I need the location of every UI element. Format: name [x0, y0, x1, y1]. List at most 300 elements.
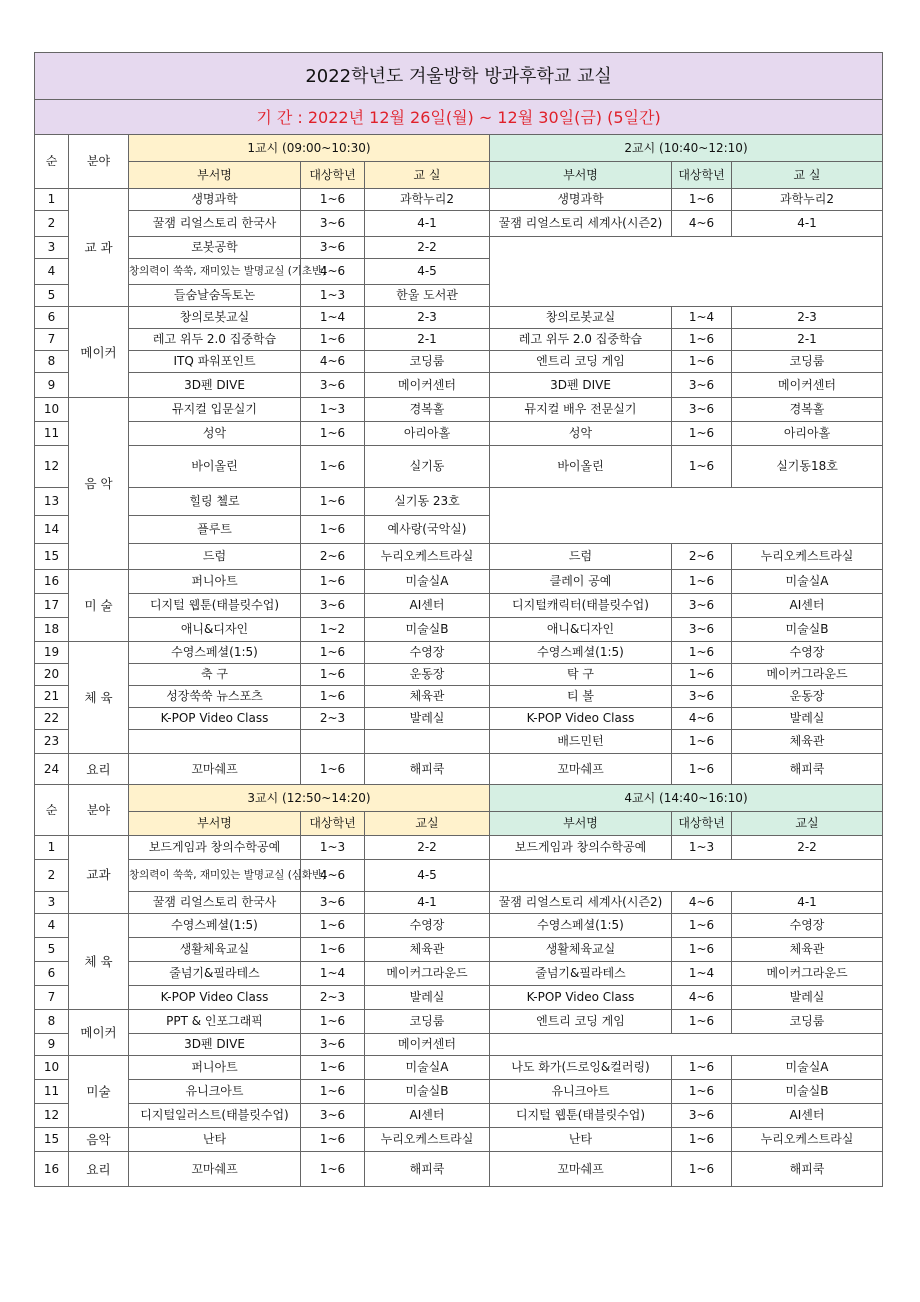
grade-header: 대상학년: [672, 812, 732, 836]
row-number: 11: [35, 1080, 69, 1104]
room-cell: 코딩룸: [732, 351, 883, 373]
category-cell: 메이커: [69, 1010, 129, 1056]
row-number: 3: [35, 237, 69, 259]
dept-cell: 엔트리 코딩 게임: [490, 1010, 672, 1034]
grade-cell: 3~6: [672, 398, 732, 422]
room-cell: 메이커센터: [365, 373, 490, 398]
dept-cell: 꿀잼 리얼스토리 한국사: [129, 892, 301, 914]
room-cell: 메이커그라운드: [365, 962, 490, 986]
room-cell: 아리아홀: [732, 422, 883, 446]
dept-cell: 들숨날숨독토논: [129, 285, 301, 307]
empty-cell: [490, 860, 883, 892]
category-cell: 미 술: [69, 570, 129, 642]
row-number: 16: [35, 570, 69, 594]
grade-cell: 1~3: [672, 836, 732, 860]
dept-cell: 생명과학: [129, 189, 301, 211]
schedule-table: [34, 52, 883, 1187]
table-row: [35, 1080, 883, 1104]
grade-cell: 1~6: [672, 1128, 732, 1152]
grade-cell: 4~6: [301, 259, 365, 285]
table-row: [35, 1128, 883, 1152]
dept-cell: 플루트: [129, 516, 301, 544]
room-cell: 경복홀: [365, 398, 490, 422]
dept-cell: 바이올린: [129, 446, 301, 488]
period-header: 4교시 (14:40~16:10): [490, 785, 883, 812]
dept-cell: 레고 위두 2.0 집중학습: [129, 329, 301, 351]
room-header: 교 실: [365, 162, 490, 189]
table-row: [35, 938, 883, 962]
room-cell: 누리오케스트라실: [732, 1128, 883, 1152]
dept-cell: 수영스페셜(1:5): [490, 914, 672, 938]
room-cell: 발레실: [365, 708, 490, 730]
grade-cell: 3~6: [301, 892, 365, 914]
grade-cell: 1~6: [301, 664, 365, 686]
dept-cell: 생활체육교실: [129, 938, 301, 962]
room-cell: 2-3: [732, 307, 883, 329]
room-cell: 과학누리2: [365, 189, 490, 211]
room-cell: 운동장: [732, 686, 883, 708]
grade-cell: 1~6: [301, 938, 365, 962]
row-number: 14: [35, 516, 69, 544]
grade-cell: 3~6: [301, 1034, 365, 1056]
grade-cell: 1~6: [672, 570, 732, 594]
table-row: [35, 914, 883, 938]
row-number: 13: [35, 488, 69, 516]
row-number: 19: [35, 642, 69, 664]
dept-cell: 창의로봇교실: [490, 307, 672, 329]
page-title: 2022학년도 겨울방학 방과후학교 교실: [35, 53, 883, 100]
room-cell: 2-3: [365, 307, 490, 329]
room-cell: 해피쿡: [732, 1152, 883, 1187]
dept-cell: ITQ 파워포인트: [129, 351, 301, 373]
dept-cell: 축 구: [129, 664, 301, 686]
dept-cell: 드럼: [490, 544, 672, 570]
dept-cell: 성악: [490, 422, 672, 446]
dept-cell: 수영스페셜(1:5): [129, 914, 301, 938]
grade-cell: 2~3: [301, 986, 365, 1010]
room-cell: 발레실: [732, 708, 883, 730]
grade-cell: 1~6: [301, 446, 365, 488]
grade-cell: 1~4: [301, 307, 365, 329]
grade-cell: 1~6: [301, 914, 365, 938]
grade-cell: 1~6: [672, 422, 732, 446]
dept-cell: 애니&디자인: [490, 618, 672, 642]
room-cell: [365, 730, 490, 754]
grade-cell: 1~6: [301, 686, 365, 708]
dept-cell: 꿀잼 리얼스토리 세계사(시즌2): [490, 892, 672, 914]
dept-cell: 난타: [490, 1128, 672, 1152]
table-row: [35, 1104, 883, 1128]
dept-cell: 바이올린: [490, 446, 672, 488]
table-row: [35, 1034, 883, 1056]
dept-cell: 창의력이 쑥쑥, 재미있는 발명교실 (심화반): [129, 860, 301, 892]
dept-cell: 디지털 웹툰(태블릿수업): [129, 594, 301, 618]
dept-cell: 수영스페셜(1:5): [490, 642, 672, 664]
room-cell: 메이커센터: [365, 1034, 490, 1056]
room-cell: 누리오케스트라실: [365, 1128, 490, 1152]
grade-cell: 1~6: [301, 1152, 365, 1187]
table-row: [35, 351, 883, 373]
grade-cell: 1~6: [672, 642, 732, 664]
dept-cell: 보드게임과 창의수학공예: [490, 836, 672, 860]
category-cell: 요리: [69, 1152, 129, 1187]
room-cell: 수영장: [732, 914, 883, 938]
room-cell: 메이커그라운드: [732, 664, 883, 686]
row-number: 7: [35, 986, 69, 1010]
room-cell: 체육관: [732, 938, 883, 962]
table-row: [35, 642, 883, 664]
grade-cell: 1~4: [301, 962, 365, 986]
category-cell: 미술: [69, 1056, 129, 1128]
row-number: 8: [35, 351, 69, 373]
dept-cell: 3D펜 DIVE: [129, 1034, 301, 1056]
room-cell: 미술실B: [732, 1080, 883, 1104]
category-cell: 요리: [69, 754, 129, 785]
grade-cell: 1~6: [301, 189, 365, 211]
table-row: [35, 307, 883, 329]
dept-cell: 유니크아트: [129, 1080, 301, 1104]
room-header: 교 실: [732, 162, 883, 189]
room-cell: 운동장: [365, 664, 490, 686]
dept-cell: 뮤지컬 배우 전문실기: [490, 398, 672, 422]
period-header: 2교시 (10:40~12:10): [490, 135, 883, 162]
table-row: [35, 1152, 883, 1187]
grade-cell: 1~3: [301, 285, 365, 307]
room-cell: AI센터: [732, 594, 883, 618]
table-row: [35, 754, 883, 785]
room-cell: 2-2: [365, 237, 490, 259]
room-cell: 코딩룸: [365, 1010, 490, 1034]
table-row: [35, 686, 883, 708]
grade-cell: 1~6: [672, 351, 732, 373]
empty-cell: [490, 1034, 883, 1056]
grade-cell: 1~3: [301, 836, 365, 860]
grade-cell: 1~6: [672, 1080, 732, 1104]
grade-cell: 1~6: [672, 938, 732, 962]
table-row: [35, 708, 883, 730]
table-row: [35, 618, 883, 642]
dept-cell: 탁 구: [490, 664, 672, 686]
category-cell: 체 육: [69, 642, 129, 754]
dept-cell: [129, 730, 301, 754]
dept-header: 부서명: [490, 162, 672, 189]
row-number: 4: [35, 259, 69, 285]
grade-cell: 1~2: [301, 618, 365, 642]
col-num-header: 순: [35, 135, 69, 189]
room-cell: 미술실B: [732, 618, 883, 642]
room-cell: 메이커그라운드: [732, 962, 883, 986]
room-cell: 4-1: [365, 892, 490, 914]
table-row: [35, 544, 883, 570]
grade-cell: 4~6: [672, 986, 732, 1010]
dept-cell: 뮤지컬 입문실기: [129, 398, 301, 422]
period-header: 3교시 (12:50~14:20): [129, 785, 490, 812]
col-num-header: 순: [35, 785, 69, 836]
grade-cell: 1~6: [301, 642, 365, 664]
dept-cell: 생활체육교실: [490, 938, 672, 962]
dept-cell: 꼬마쉐프: [129, 1152, 301, 1187]
grade-cell: 1~6: [301, 329, 365, 351]
grade-cell: 1~6: [301, 422, 365, 446]
category-cell: 메이커: [69, 307, 129, 398]
grade-cell: 2~6: [301, 544, 365, 570]
table-row: [35, 836, 883, 860]
dept-cell: 난타: [129, 1128, 301, 1152]
period-header: 1교시 (09:00~10:30): [129, 135, 490, 162]
dept-header: 부서명: [129, 812, 301, 836]
table-row: [35, 860, 883, 892]
table-row: [35, 189, 883, 211]
row-number: 4: [35, 914, 69, 938]
table-row: [35, 1056, 883, 1080]
dept-cell: 줄넘기&필라테스: [129, 962, 301, 986]
room-cell: 4-1: [365, 211, 490, 237]
dept-cell: 줄넘기&필라테스: [490, 962, 672, 986]
row-number: 3: [35, 892, 69, 914]
grade-cell: 3~6: [301, 237, 365, 259]
row-number: 23: [35, 730, 69, 754]
grade-cell: 4~6: [301, 860, 365, 892]
row-number: 18: [35, 618, 69, 642]
dept-cell: 디지털 웹툰(태블릿수업): [490, 1104, 672, 1128]
grade-cell: 1~6: [301, 570, 365, 594]
table-row: [35, 162, 883, 189]
grade-cell: 2~3: [301, 708, 365, 730]
dept-cell: 레고 위두 2.0 집중학습: [490, 329, 672, 351]
col-field-header: 분야: [69, 785, 129, 836]
col-field-header: 분야: [69, 135, 129, 189]
grade-cell: 1~6: [301, 1010, 365, 1034]
grade-cell: 1~3: [301, 398, 365, 422]
room-cell: AI센터: [365, 1104, 490, 1128]
grade-cell: 1~6: [672, 664, 732, 686]
room-header: 교실: [365, 812, 490, 836]
empty-cell: [490, 488, 883, 544]
grade-cell: 3~6: [301, 373, 365, 398]
row-number: 1: [35, 189, 69, 211]
room-cell: 누리오케스트라실: [732, 544, 883, 570]
row-number: 12: [35, 446, 69, 488]
dept-cell: 꼬마쉐프: [490, 754, 672, 785]
room-cell: 실기동18호: [732, 446, 883, 488]
grade-cell: 3~6: [672, 686, 732, 708]
dept-cell: 창의로봇교실: [129, 307, 301, 329]
table-row: [35, 398, 883, 422]
grade-cell: 1~6: [301, 1056, 365, 1080]
room-cell: 4-5: [365, 860, 490, 892]
table-row: [35, 446, 883, 488]
grade-cell: 3~6: [672, 618, 732, 642]
room-cell: 코딩룸: [365, 351, 490, 373]
dept-cell: 클레이 공예: [490, 570, 672, 594]
table-row: [35, 422, 883, 446]
row-number: 15: [35, 544, 69, 570]
dept-cell: 로봇공학: [129, 237, 301, 259]
row-number: 9: [35, 1034, 69, 1056]
dept-cell: 생명과학: [490, 189, 672, 211]
room-cell: AI센터: [732, 1104, 883, 1128]
room-cell: AI센터: [365, 594, 490, 618]
grade-cell: 3~6: [672, 594, 732, 618]
grade-cell: 1~6: [301, 754, 365, 785]
grade-cell: 1~6: [672, 446, 732, 488]
grade-cell: 3~6: [301, 1104, 365, 1128]
room-header: 교실: [732, 812, 883, 836]
grade-header: 대상학년: [672, 162, 732, 189]
dept-cell: 유니크아트: [490, 1080, 672, 1104]
row-number: 2: [35, 860, 69, 892]
table-row: [35, 1010, 883, 1034]
room-cell: 체육관: [365, 686, 490, 708]
grade-cell: 2~6: [672, 544, 732, 570]
row-number: 10: [35, 398, 69, 422]
dept-cell: 티 볼: [490, 686, 672, 708]
dept-cell: 힐링 첼로: [129, 488, 301, 516]
row-number: 1: [35, 836, 69, 860]
room-cell: 미술실A: [365, 1056, 490, 1080]
room-cell: 발레실: [732, 986, 883, 1010]
dept-cell: K-POP Video Class: [490, 708, 672, 730]
room-cell: 수영장: [365, 642, 490, 664]
dept-cell: 퍼니아트: [129, 1056, 301, 1080]
grade-cell: 1~6: [672, 1056, 732, 1080]
grade-header: 대상학년: [301, 812, 365, 836]
grade-cell: [301, 730, 365, 754]
room-cell: 2-2: [365, 836, 490, 860]
grade-cell: 1~6: [301, 516, 365, 544]
row-number: 16: [35, 1152, 69, 1187]
category-cell: 음 악: [69, 398, 129, 570]
room-cell: 미술실B: [365, 618, 490, 642]
room-cell: 해피쿡: [732, 754, 883, 785]
period-banner: 기 간 : 2022년 12월 26일(월) ~ 12월 30일(금) (5일간): [35, 100, 883, 135]
room-cell: 경복홀: [732, 398, 883, 422]
room-cell: 한울 도서관: [365, 285, 490, 307]
dept-cell: 꼬마쉐프: [129, 754, 301, 785]
dept-header: 부서명: [490, 812, 672, 836]
room-cell: 수영장: [732, 642, 883, 664]
room-cell: 실기동 23호: [365, 488, 490, 516]
row-number: 2: [35, 211, 69, 237]
room-cell: 미술실A: [365, 570, 490, 594]
room-cell: 2-1: [365, 329, 490, 351]
dept-cell: 수영스페셜(1:5): [129, 642, 301, 664]
table-row: [35, 211, 883, 237]
room-cell: 예사랑(국악실): [365, 516, 490, 544]
room-cell: 누리오케스트라실: [365, 544, 490, 570]
room-cell: 4-5: [365, 259, 490, 285]
table-row: [35, 892, 883, 914]
table-row: [35, 785, 883, 812]
dept-cell: PPT & 인포그래픽: [129, 1010, 301, 1034]
dept-cell: 3D펜 DIVE: [490, 373, 672, 398]
room-cell: 체육관: [732, 730, 883, 754]
grade-cell: 1~6: [672, 730, 732, 754]
grade-cell: 1~6: [672, 1152, 732, 1187]
grade-cell: 4~6: [672, 892, 732, 914]
room-cell: 4-1: [732, 211, 883, 237]
table-row: [35, 135, 883, 162]
grade-cell: 3~6: [301, 211, 365, 237]
room-cell: 체육관: [365, 938, 490, 962]
room-cell: 2-2: [732, 836, 883, 860]
row-number: 6: [35, 962, 69, 986]
table-row: [35, 373, 883, 398]
table-row: [35, 986, 883, 1010]
dept-cell: 퍼니아트: [129, 570, 301, 594]
table-row: [35, 570, 883, 594]
grade-cell: 1~6: [672, 329, 732, 351]
category-cell: 음악: [69, 1128, 129, 1152]
dept-cell: 보드게임과 창의수학공예: [129, 836, 301, 860]
table-row: [35, 329, 883, 351]
row-number: 5: [35, 938, 69, 962]
dept-cell: 엔트리 코딩 게임: [490, 351, 672, 373]
grade-cell: 1~6: [672, 914, 732, 938]
row-number: 15: [35, 1128, 69, 1152]
room-cell: 실기동: [365, 446, 490, 488]
grade-cell: 4~6: [301, 351, 365, 373]
grade-cell: 1~6: [301, 488, 365, 516]
dept-cell: 디지털캐릭터(태블릿수업): [490, 594, 672, 618]
row-number: 9: [35, 373, 69, 398]
grade-cell: 3~6: [672, 373, 732, 398]
grade-cell: 3~6: [301, 594, 365, 618]
row-number: 22: [35, 708, 69, 730]
room-cell: 아리아홀: [365, 422, 490, 446]
dept-cell: 디지털일러스트(태블릿수업): [129, 1104, 301, 1128]
row-number: 8: [35, 1010, 69, 1034]
grade-cell: 1~4: [672, 962, 732, 986]
row-number: 17: [35, 594, 69, 618]
grade-cell: 1~6: [301, 1128, 365, 1152]
grade-cell: 3~6: [672, 1104, 732, 1128]
dept-cell: 꿀잼 리얼스토리 한국사: [129, 211, 301, 237]
dept-cell: 배드민턴: [490, 730, 672, 754]
dept-cell: 3D펜 DIVE: [129, 373, 301, 398]
table-row: [35, 664, 883, 686]
dept-cell: 꼬마쉐프: [490, 1152, 672, 1187]
dept-header: 부서명: [129, 162, 301, 189]
empty-cell: [490, 237, 883, 307]
room-cell: 메이커센터: [732, 373, 883, 398]
row-number: 12: [35, 1104, 69, 1128]
dept-cell: K-POP Video Class: [490, 986, 672, 1010]
grade-cell: 1~6: [672, 754, 732, 785]
room-cell: 과학누리2: [732, 189, 883, 211]
row-number: 20: [35, 664, 69, 686]
row-number: 7: [35, 329, 69, 351]
dept-cell: 창의력이 쑥쑥, 재미있는 발명교실 (기초반): [129, 259, 301, 285]
room-cell: 해피쿡: [365, 754, 490, 785]
table-row: [35, 962, 883, 986]
room-cell: 미술실B: [365, 1080, 490, 1104]
room-cell: 2-1: [732, 329, 883, 351]
row-number: 10: [35, 1056, 69, 1080]
dept-cell: 성장쑥쑥 뉴스포츠: [129, 686, 301, 708]
grade-cell: 1~6: [672, 1010, 732, 1034]
grade-cell: 4~6: [672, 708, 732, 730]
room-cell: 4-1: [732, 892, 883, 914]
dept-cell: K-POP Video Class: [129, 708, 301, 730]
category-cell: 체 육: [69, 914, 129, 1010]
dept-cell: K-POP Video Class: [129, 986, 301, 1010]
room-cell: 해피쿡: [365, 1152, 490, 1187]
row-number: 24: [35, 754, 69, 785]
dept-cell: 애니&디자인: [129, 618, 301, 642]
room-cell: 발레실: [365, 986, 490, 1010]
room-cell: 코딩룸: [732, 1010, 883, 1034]
